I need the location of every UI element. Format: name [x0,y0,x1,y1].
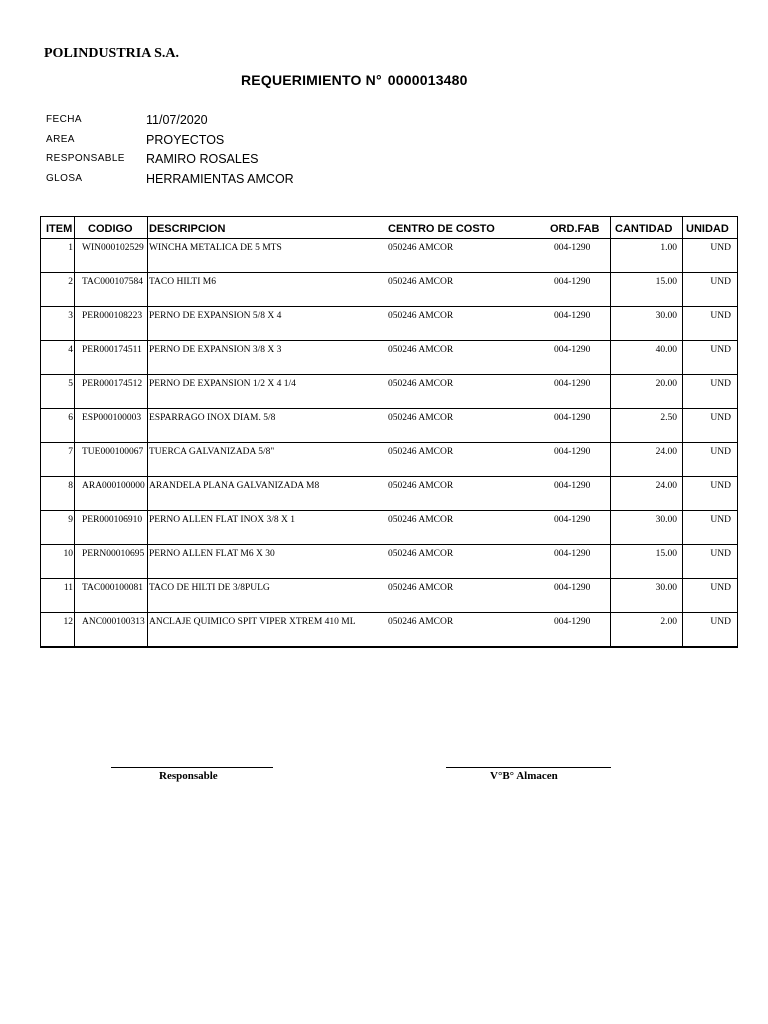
cell-codigo: TAC000100081 [82,583,143,593]
cell-ord-fab: 004-1290 [554,549,591,559]
cell-ord-fab: 004-1290 [554,345,591,355]
cell-cantidad: 15.00 [655,549,677,559]
requirement-number: 0000013480 [387,72,468,88]
cell-cantidad: 30.00 [655,515,677,525]
glosa-value: HERRAMIENTAS AMCOR [146,172,294,186]
area-value: PROYECTOS [146,133,225,147]
cell-item: 2 [68,277,73,287]
responsable-label: RESPONSABLE [46,153,125,164]
responsable-signature-label: Responsable [159,770,218,782]
header-descripcion: DESCRIPCION [149,223,226,235]
cell-unidad: UND [710,243,731,253]
document-title [241,72,468,88]
cell-codigo: ARA000100000 [82,481,145,491]
responsable-signature-line [111,767,273,768]
cell-codigo: WIN000102529 [82,243,144,253]
table-row [41,409,737,443]
cell-descripcion: TACO DE HILTI DE 3/8PULG [149,583,270,593]
title-label: REQUERIMIENTO N° [241,72,382,88]
cell-descripcion: PERNO DE EXPANSION 5/8 X 4 [149,311,282,321]
header-divider [74,217,75,238]
almacen-signature-line [446,767,611,768]
header-cantidad: CANTIDAD [615,223,673,235]
header-unidad: UNIDAD [686,223,729,235]
cell-cantidad: 2.00 [660,617,677,627]
cell-cantidad: 1.00 [660,243,677,253]
table-row [41,375,737,409]
cell-unidad: UND [710,617,731,627]
items-table [40,216,738,648]
cell-descripcion: PERNO ALLEN FLAT INOX 3/8 X 1 [149,515,296,525]
table-row [41,579,737,613]
cell-descripcion: ANCLAJE QUIMICO SPIT VIPER XTREM 410 ML [149,617,356,627]
cell-ord-fab: 004-1290 [554,481,591,491]
cell-item: 11 [63,583,73,593]
header-ord-fab: ORD.FAB [550,223,600,235]
cell-ord-fab: 004-1290 [554,515,591,525]
cell-centro-costo: 050246 AMCOR [388,515,454,525]
cell-centro-costo: 050246 AMCOR [388,617,454,627]
cell-codigo: TUE000100067 [82,447,144,457]
cell-centro-costo: 050246 AMCOR [388,243,454,253]
cell-cantidad: 24.00 [655,447,677,457]
cell-codigo: PER000108223 [82,311,143,321]
header-divider [147,217,148,238]
cell-ord-fab: 004-1290 [554,311,591,321]
cell-unidad: UND [710,413,731,423]
cell-item: 12 [63,617,73,627]
table-row [41,545,737,579]
cell-item: 4 [68,345,73,355]
cell-centro-costo: 050246 AMCOR [388,549,454,559]
cell-descripcion: WINCHA METALICA DE 5 MTS [149,243,282,253]
almacen-signature-label: V°B° Almacen [490,770,558,782]
cell-codigo: PERN00010695 [82,549,145,559]
cell-item: 9 [68,515,73,525]
cell-cantidad: 2.50 [660,413,677,423]
table-row [41,511,737,545]
responsable-value: RAMIRO ROSALES [146,152,259,166]
cell-ord-fab: 004-1290 [554,277,591,287]
cell-unidad: UND [710,311,731,321]
cell-descripcion: PERNO DE EXPANSION 3/8 X 3 [149,345,282,355]
cell-centro-costo: 050246 AMCOR [388,345,454,355]
cell-item: 5 [68,379,73,389]
table-row [41,239,737,273]
cell-item: 6 [68,413,73,423]
table-row [41,341,737,375]
fecha-label: FECHA [46,114,82,125]
cell-ord-fab: 004-1290 [554,379,591,389]
cell-codigo: PER000174511 [82,345,142,355]
glosa-label: GLOSA [46,173,83,184]
table-row [41,613,737,647]
cell-unidad: UND [710,277,731,287]
table-row [41,273,737,307]
cell-ord-fab: 004-1290 [554,583,591,593]
cell-centro-costo: 050246 AMCOR [388,413,454,423]
cell-codigo: PER000174512 [82,379,143,389]
area-label: AREA [46,134,75,145]
cell-unidad: UND [710,379,731,389]
cell-unidad: UND [710,549,731,559]
cell-descripcion: PERNO ALLEN FLAT M6 X 30 [149,549,275,559]
header-codigo: CODIGO [88,223,133,235]
cell-ord-fab: 004-1290 [554,617,591,627]
cell-unidad: UND [710,515,731,525]
header-item: ITEM [46,223,73,235]
cell-centro-costo: 050246 AMCOR [388,583,454,593]
table-row [41,307,737,341]
cell-cantidad: 20.00 [655,379,677,389]
header-divider [682,217,683,238]
cell-ord-fab: 004-1290 [554,413,591,423]
cell-descripcion: TACO HILTI M6 [149,277,216,287]
cell-ord-fab: 004-1290 [554,447,591,457]
cell-cantidad: 24.00 [655,481,677,491]
cell-codigo: ESP000100003 [82,413,142,423]
cell-unidad: UND [710,583,731,593]
company-name: POLINDUSTRIA S.A. [44,46,179,61]
cell-descripcion: ESPARRAGO INOX DIAM. 5/8 [149,413,276,423]
table-row [41,477,737,511]
header-centro-costo: CENTRO DE COSTO [388,223,495,235]
cell-descripcion: ARANDELA PLANA GALVANIZADA M8 [149,481,320,491]
cell-item: 3 [68,311,73,321]
cell-item: 8 [68,481,73,491]
cell-unidad: UND [710,481,731,491]
cell-centro-costo: 050246 AMCOR [388,311,454,321]
cell-item: 1 [68,243,73,253]
cell-ord-fab: 004-1290 [554,243,591,253]
cell-item: 10 [63,549,73,559]
cell-cantidad: 30.00 [655,311,677,321]
cell-centro-costo: 050246 AMCOR [388,481,454,491]
cell-cantidad: 15.00 [655,277,677,287]
table-body [40,239,738,648]
cell-centro-costo: 050246 AMCOR [388,379,454,389]
cell-codigo: TAC000107584 [82,277,143,287]
cell-codigo: ANC000100313 [82,617,145,627]
cell-cantidad: 30.00 [655,583,677,593]
cell-unidad: UND [710,447,731,457]
cell-cantidad: 40.00 [655,345,677,355]
cell-centro-costo: 050246 AMCOR [388,277,454,287]
fecha-value: 11/07/2020 [146,113,208,127]
header-divider [610,217,611,238]
cell-item: 7 [68,447,73,457]
table-row [41,443,737,477]
table-header [40,216,738,239]
cell-descripcion: TUERCA GALVANIZADA 5/8" [149,447,275,457]
cell-centro-costo: 050246 AMCOR [388,447,454,457]
cell-unidad: UND [710,345,731,355]
cell-descripcion: PERNO DE EXPANSION 1/2 X 4 1/4 [149,379,296,389]
cell-codigo: PER000106910 [82,515,143,525]
